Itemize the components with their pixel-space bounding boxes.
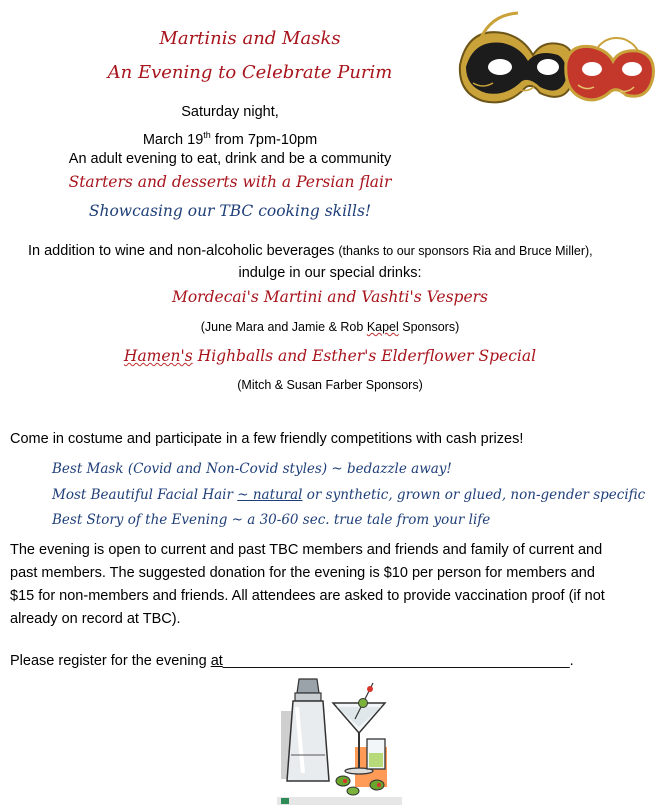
event-showcase: Showcasing our TBC cooking skills! xyxy=(88,202,372,220)
register-line xyxy=(10,652,660,671)
event-day: Saturday night, xyxy=(181,104,279,120)
masks-image xyxy=(448,5,658,115)
drinks-intro-main: In addition to wine and non-alcoholic beverages xyxy=(28,243,339,259)
event-date-suffix: from 7pm-10pm xyxy=(210,131,318,148)
red-mask-icon xyxy=(566,38,654,100)
competition-item-2-a: Most Beautiful Facial Hair xyxy=(52,487,238,503)
drinks-intro xyxy=(28,242,658,261)
competition-item-2-b: or synthetic, grown or glued, non-gender specific xyxy=(302,487,646,503)
title-line-1: Martinis and Masks xyxy=(159,28,341,49)
competition-item-3: Best Story of the Evening ~ a 30-60 sec. true tale from your life xyxy=(52,512,491,528)
drink-1-sponsor xyxy=(150,318,510,337)
competition-item-2 xyxy=(52,487,652,503)
event-tagline: An adult evening to eat, drink and be a community xyxy=(68,151,392,167)
event-date xyxy=(100,126,360,150)
competition-item-1: Best Mask (Covid and Non-Covid styles) ~ bedazzle away! xyxy=(52,461,452,477)
details-line-1: The evening is open to current and past TBC members and friends and family of current and xyxy=(10,542,603,558)
register-at: at xyxy=(210,653,223,669)
drink-1-name: Mordecai's Martini and Vashti's Vespers xyxy=(171,288,488,306)
drink-2-rest: Highballs and Esther's Elderflower Special xyxy=(192,347,537,365)
cocktail-image xyxy=(277,673,402,805)
drink-2-hamen: Hamen's xyxy=(123,347,193,365)
details-line-3: $15 for non-members and friends. All attendees are asked to provide vaccination proof (if not xyxy=(10,588,605,604)
title-line-2: An Evening to Celebrate Purim xyxy=(107,62,393,83)
drink-1-sponsor-b: Sponsors) xyxy=(398,320,460,334)
details-line-4: already on record at TBC). xyxy=(10,611,181,627)
drink-1-sponsor-a: (June Mara and Jamie & Rob xyxy=(200,320,367,334)
black-gold-mask-icon xyxy=(460,13,574,102)
competition-item-2-natural: ~ natural xyxy=(237,487,303,503)
register-blank: ___________________________________________ xyxy=(222,653,570,669)
shot-glass-icon xyxy=(367,739,385,769)
drink-2-name xyxy=(100,347,560,365)
event-date-prefix: March 19 xyxy=(142,131,204,148)
event-starters: Starters and desserts with a Persian flair xyxy=(68,173,392,191)
competitions-intro: Come in costume and participate in a few friendly competitions with cash prizes! xyxy=(10,431,524,447)
drink-2-sponsor: (Mitch & Susan Farber Sponsors) xyxy=(237,378,423,392)
details-line-2: past members. The suggested donation for the evening is $10 per person for members and xyxy=(10,565,595,581)
drink-1-sponsor-kapel: Kapel xyxy=(366,320,399,334)
details-paragraph xyxy=(10,539,660,631)
register-end: . xyxy=(569,653,574,669)
drinks-intro-line2: indulge in our special drinks: xyxy=(238,265,422,281)
drinks-intro-sponsor: (thanks to our sponsors Ria and Bruce Miller), xyxy=(338,244,593,258)
event-date-sup: th xyxy=(203,130,211,140)
register-prefix: Please register for the evening xyxy=(10,653,211,669)
